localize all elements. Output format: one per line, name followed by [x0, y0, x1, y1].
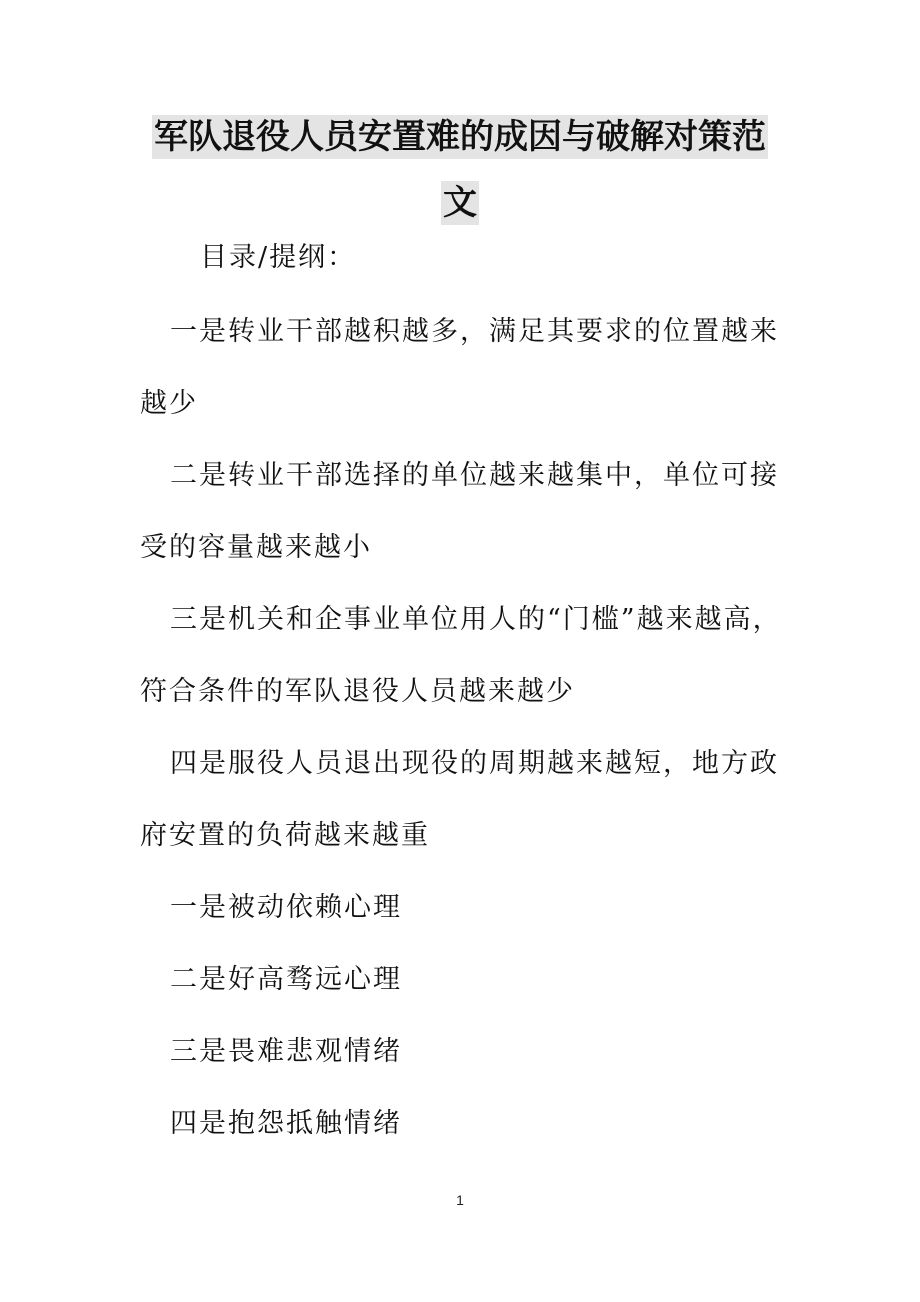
document-title-text: 军队退役人员安置难的成因与破解对策范文 — [154, 117, 766, 223]
outline-item: 一是转业干部越积越多，满足其要求的位置越来越少 — [140, 316, 779, 419]
outline-item: 二是转业干部选择的单位越来越集中，单位可接受的容量越来越小 — [140, 460, 779, 563]
outline-item: 三是机关和企事业单位用人的“门槛”越来越高，符合条件的军队退役人员越来越少 — [140, 604, 782, 707]
page-number: 1 — [456, 1192, 464, 1208]
outline-item: 一是被动依赖心理 — [170, 892, 402, 923]
outline-item: 四是服役人员退出现役的周期越来越短，地方政府安置的负荷越来越重 — [140, 748, 779, 851]
outline-item: 二是好高骛远心理 — [170, 964, 402, 995]
document-title — [140, 104, 780, 236]
outline-list — [140, 296, 790, 1160]
outline-item: 三是畏难悲观情绪 — [170, 1036, 402, 1067]
outline-item: 四是抱怨抵触情绪 — [170, 1108, 402, 1139]
toc-label: 目录/提纲： — [200, 242, 357, 273]
